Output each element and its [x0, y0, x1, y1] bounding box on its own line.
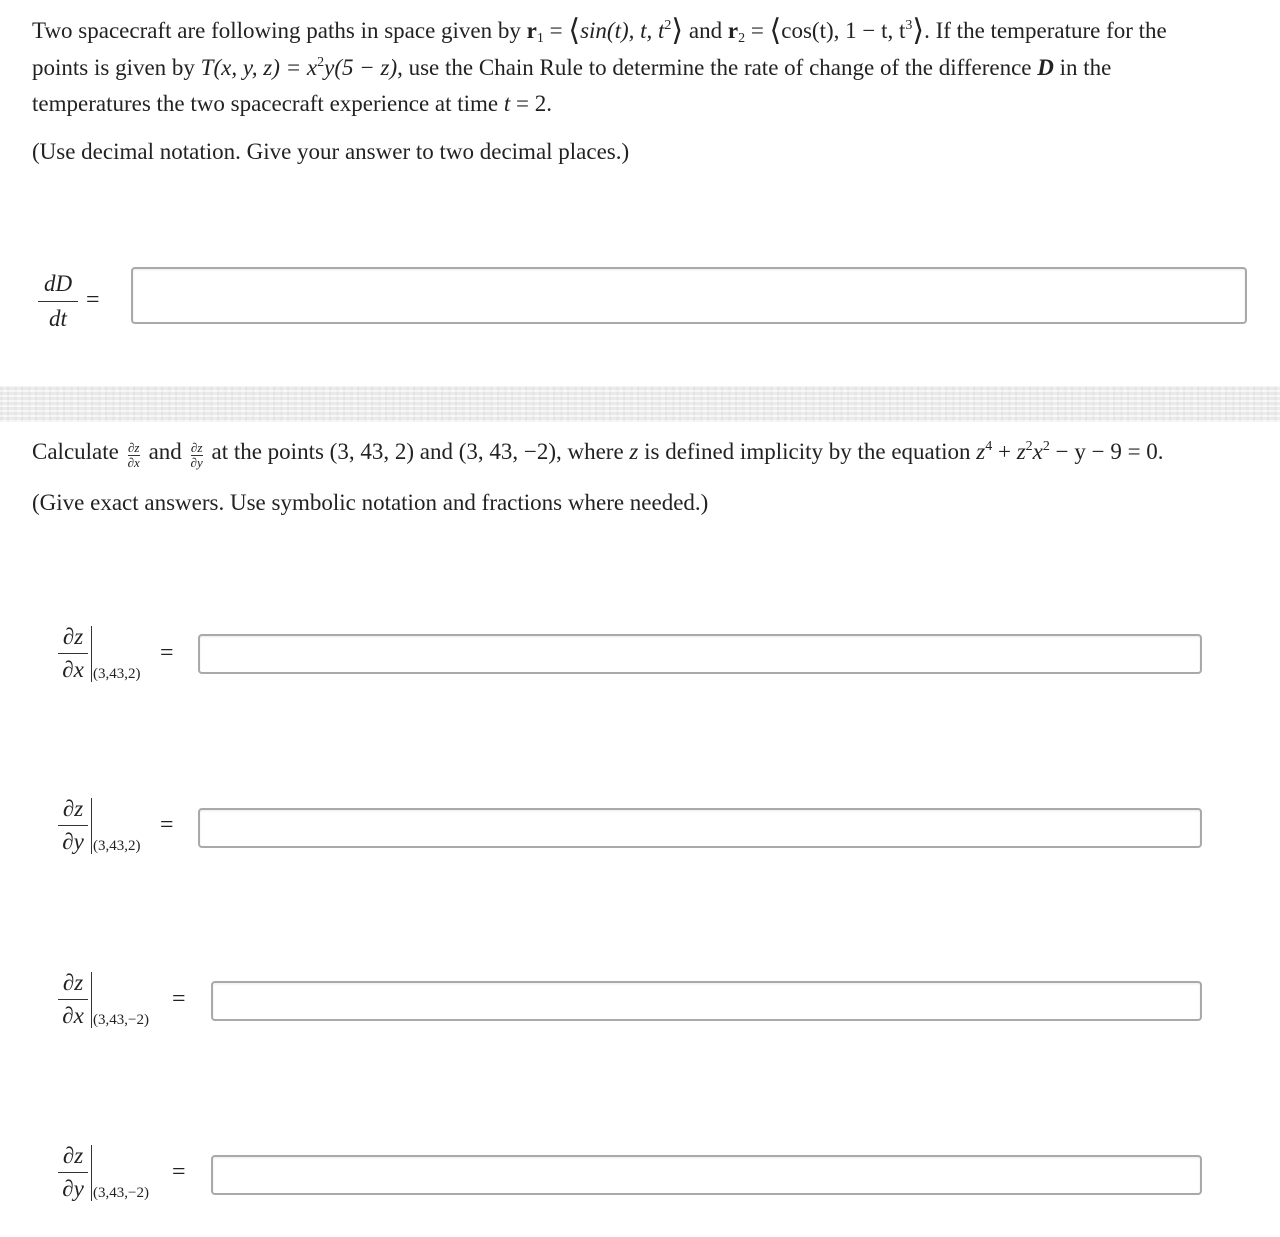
dD-dt-answer-input[interactable]: [131, 267, 1247, 324]
partial-fraction-2: ∂z ∂y: [58, 796, 88, 855]
problem1-instructions: (Use decimal notation. Give your answer to two decimal places.): [32, 139, 630, 164]
equals-sign-4: =: [172, 1159, 186, 1185]
partial-fraction-1: ∂z ∂x: [58, 624, 88, 683]
eval-bar-4: [91, 1145, 92, 1201]
problem1-line1: Two spacecraft are following paths in space given by $r_1$ = ⟨sin(t), t, $t^2⟩$ and $r_2$ = ⟨cos(t), 1 − t, $t^3⟩$. If the temperature for the: [32, 14, 1167, 47]
dD-dt-fraction: dD dt: [38, 270, 78, 333]
dz-dx-answer-input-2[interactable]: [211, 981, 1202, 1021]
partial-fraction-3: ∂z ∂x: [58, 970, 88, 1029]
partial-fraction-4: ∂z ∂y: [58, 1143, 88, 1202]
problem2-instructions: (Give exact answers. Use symbolic notation and fractions where needed.): [32, 490, 709, 515]
eval-bar-3: [91, 972, 92, 1028]
dz-dx-inline: $\frac{\partial z}{\partial x}$: [127, 440, 140, 470]
eval-point-1: (3,43,2): [93, 666, 141, 682]
eval-bar-1: [91, 626, 92, 682]
problem2-line1: Calculate $\frac{\partial z}{\partial x}$ and $\frac{\partial z}{\partial y}$ at the points (3, 43, 2) and (3, 43, −2), where z is defined implicity by the equation $z^4 + z^2x^2 - y - 9 = 0$.: [32, 439, 1164, 470]
eval-point-3: (3,43,−2): [93, 1012, 149, 1028]
equals-sign-2: =: [160, 812, 174, 838]
eval-bar-2: [91, 798, 92, 854]
equals-sign: =: [86, 287, 100, 313]
eval-point-4: (3,43,−2): [93, 1185, 149, 1201]
problem1-line3: temperatures the two spacecraft experience at time t = 2.: [32, 91, 553, 116]
dz-dy-inline: $\frac{\partial z}{\partial y}$: [190, 440, 203, 470]
equals-sign-3: =: [172, 986, 186, 1012]
eval-point-2: (3,43,2): [93, 838, 141, 854]
dz-dx-answer-input-1[interactable]: [198, 634, 1202, 674]
problem1-line2: points is given by T(x, y, $z) = x^2y(5 - z)$, use the Chain Rule to determine the rate of change of the difference D in the: [32, 55, 1112, 80]
section-divider: [0, 386, 1280, 422]
dz-dy-answer-input-1[interactable]: [198, 808, 1202, 848]
dz-dy-answer-input-2[interactable]: [211, 1155, 1202, 1195]
equals-sign-1: =: [160, 640, 174, 666]
